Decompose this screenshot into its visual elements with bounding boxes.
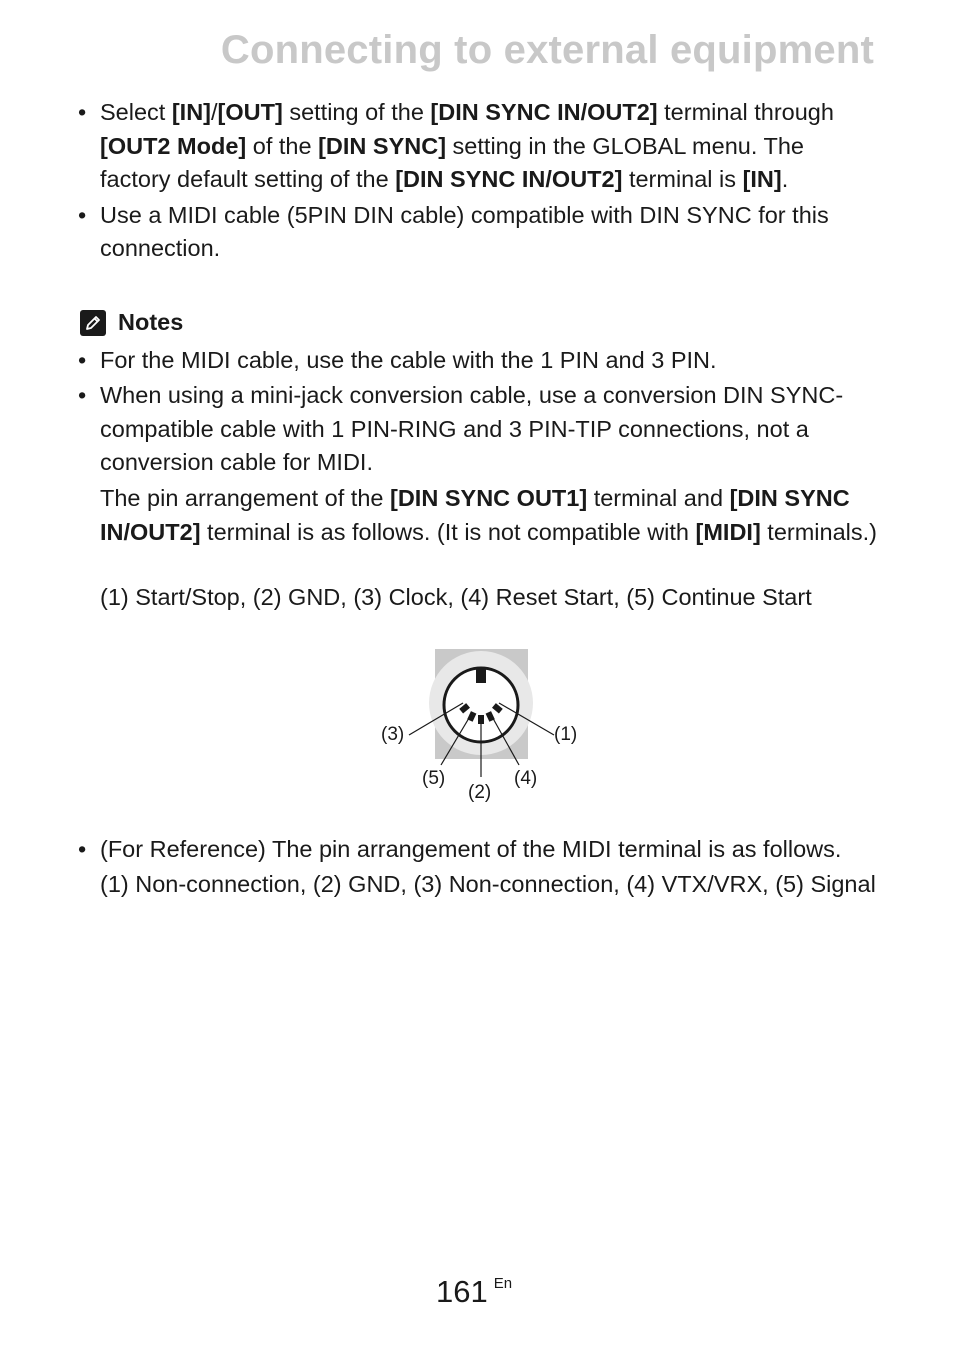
bullet-icon: • (78, 382, 87, 409)
bullet-icon: • (78, 835, 87, 862)
pin-label-4: (4) (514, 767, 538, 789)
notes-heading (78, 306, 878, 340)
text-run: terminals.) (760, 518, 877, 545)
pin-arrangement-paragraph (78, 482, 878, 549)
pin-label-1: (1) (554, 723, 578, 745)
bold-term: [IN] (742, 166, 782, 193)
bold-term: [DIN SYNC IN/OUT2] (100, 484, 850, 545)
bold-term: [OUT] (217, 99, 283, 125)
bold-term: [DIN SYNC IN/OUT2] (395, 166, 623, 193)
text-run: Use a MIDI cable (5PIN DIN cable) compatible with DIN SYNC for this connection. (100, 201, 829, 262)
din-connector-figure (379, 639, 639, 809)
bullet-text (100, 382, 843, 475)
text-run: Select (100, 99, 172, 125)
text-run: terminal and (587, 484, 730, 511)
page-title: Connecting to external equipment (220, 28, 874, 72)
bold-term: [DIN SYNC OUT1] (390, 484, 588, 511)
text-run: setting in the GLOBAL menu. The factory default setting of the (100, 132, 804, 193)
pin-list-din-sync: (1) Start/Stop, (2) GND, (3) Clock, (4) Reset Start, (5) Continue Start (100, 584, 812, 611)
bullet-text (100, 99, 834, 192)
text-run: / (211, 99, 218, 125)
bold-term: [OUT2 Mode] (100, 132, 247, 159)
page-language: En (493, 1275, 513, 1292)
pin-label-2: (2) (468, 781, 492, 803)
pin-label-5: (5) (422, 767, 446, 789)
text-run: When using a mini-jack conversion cable, use a conversion DIN SYNC-compatible cable with 1 PIN-RING and 3 PIN-TIP connections, not a conversion cable for MIDI. (100, 382, 844, 476)
pin-2 (478, 715, 484, 724)
text-run: terminal is (622, 166, 743, 193)
din-connector-diagram (379, 639, 639, 809)
list-item (78, 344, 878, 378)
bold-term: [IN] (171, 99, 211, 125)
bold-term: [DIN SYNC] (318, 132, 447, 159)
list-item (78, 199, 878, 266)
bullet-text (100, 347, 717, 373)
list-item (78, 379, 878, 480)
bullet-icon: • (78, 99, 87, 125)
text-run: For the MIDI cable, use the cable with the 1 PIN and 3 PIN. (100, 346, 717, 373)
main-content (78, 96, 878, 902)
bullet-text (100, 202, 829, 262)
notes-title: Notes (118, 308, 184, 335)
page-number-value: 161 (436, 1274, 488, 1309)
pencil-icon (80, 310, 106, 336)
list-item (78, 96, 878, 197)
connector-key (476, 669, 486, 683)
bullet-icon: • (78, 201, 87, 228)
bullet-icon: • (78, 346, 87, 373)
text-run: of the (246, 132, 319, 159)
pin-list-midi: (1) Non-connection, (2) GND, (3) Non-connection, (4) VTX/VRX, (5) Signal (100, 871, 876, 898)
text-run: setting of the (282, 99, 431, 125)
pin-label-3: (3) (381, 723, 405, 745)
text-run: The pin arrangement of the (100, 484, 391, 511)
page-number (436, 1274, 512, 1310)
list-item (78, 833, 878, 867)
text-run: terminal is as follows. (It is not compatible with (200, 518, 696, 545)
bullet-text: (For Reference) The pin arrangement of the MIDI terminal is as follows. (100, 835, 842, 862)
bold-term: [DIN SYNC IN/OUT2] (430, 99, 658, 125)
bold-term: [MIDI] (695, 518, 761, 545)
text-run: terminal through (657, 99, 834, 125)
text-run: . (781, 166, 789, 193)
